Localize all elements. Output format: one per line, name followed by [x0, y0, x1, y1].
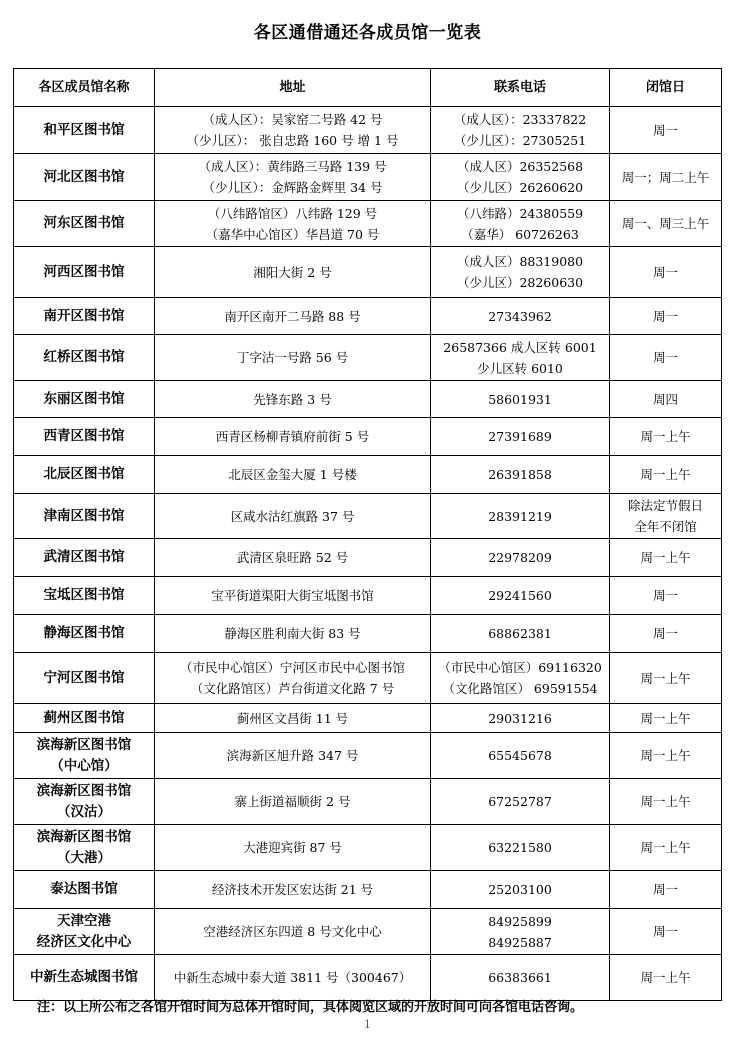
table-row: [14, 871, 722, 909]
footnote: 注：以上所公布之各馆开馆时间为总体开馆时间，具体阅览区域的开放时间可向各馆电话咨询。: [37, 1000, 584, 1015]
cell-address: [155, 494, 431, 539]
cell-closed-day: [610, 539, 722, 577]
cell-closed-day: [610, 955, 722, 1001]
cell-closed-day: [610, 298, 722, 335]
cell-line: 周一上午: [640, 670, 691, 686]
cell-phone: [431, 298, 610, 335]
table-body: [14, 107, 722, 1001]
cell-line: （少儿区）28260630: [456, 275, 584, 290]
cell-address: [155, 154, 431, 201]
cell-name: [14, 704, 155, 733]
cell-line: 周一；周二上午: [621, 169, 710, 185]
cell-address: [155, 955, 431, 1001]
cell-line: 22978209: [488, 550, 552, 565]
cell-name: [14, 494, 155, 539]
cell-line: 27343962: [488, 308, 552, 324]
table-row: [14, 704, 722, 733]
header-phone: 联系电话: [431, 69, 610, 107]
cell-line: 中新生态城图书馆: [30, 969, 138, 985]
table-row: [14, 335, 722, 381]
cell-line: 周一: [652, 626, 678, 641]
table-row: [14, 909, 722, 955]
cell-line: 区咸水沽红旗路 37 号: [230, 508, 355, 524]
cell-closed-day: [610, 107, 722, 154]
cell-closed-day: [610, 779, 722, 825]
cell-line: 除法定节假日: [627, 498, 703, 513]
cell-line: 周一: [652, 122, 678, 138]
cell-name: [14, 201, 155, 247]
cell-address: [155, 871, 431, 909]
cell-name: [14, 335, 155, 381]
cell-line: 周一上午: [640, 970, 691, 985]
cell-closed-day: [610, 381, 722, 418]
cell-line: 65545678: [488, 748, 552, 763]
table-row: [14, 298, 722, 335]
cell-line: 武清区泉旺路 52 号: [236, 550, 349, 565]
cell-closed-day: [610, 494, 722, 539]
cell-line: 63221580: [488, 840, 552, 855]
cell-line: 周一上午: [640, 710, 691, 726]
table-row: [14, 456, 722, 494]
cell-phone: [431, 539, 610, 577]
cell-line: 湘阳大街 2 号: [253, 264, 332, 280]
cell-line: 先锋东路 3 号: [253, 391, 332, 407]
cell-line: 武清区图书馆: [43, 549, 125, 565]
cell-name: [14, 955, 155, 1001]
cell-line: 蓟州区文昌街 11 号: [236, 710, 349, 726]
cell-name: [14, 539, 155, 577]
header-address: 地址: [155, 69, 431, 107]
cell-name: [14, 871, 155, 909]
table-row: [14, 154, 722, 201]
cell-name: [14, 381, 155, 418]
cell-line: 68862381: [488, 626, 552, 641]
cell-line: 周一上午: [640, 550, 691, 565]
cell-phone: [431, 381, 610, 418]
cell-line: 周一: [652, 882, 678, 897]
cell-line: （少儿区）：27305251: [453, 133, 587, 148]
cell-line: 全年不闭馆: [634, 519, 697, 534]
cell-line: 84925899: [488, 913, 552, 929]
cell-phone: [431, 733, 610, 779]
header-closed-day: 闭馆日: [610, 69, 722, 107]
cell-line: 河西区图书馆: [43, 263, 125, 280]
cell-name: [14, 154, 155, 201]
table-row: [14, 494, 722, 539]
cell-line: 泰达图书馆: [50, 881, 118, 897]
cell-line: 红桥区图书馆: [43, 349, 125, 365]
cell-line: 静海区胜利南大街 83 号: [224, 626, 361, 641]
cell-line: （汉沽）: [57, 803, 111, 820]
cell-line: （少儿区）26260620: [456, 180, 584, 195]
cell-line: 周一: [652, 308, 678, 324]
cell-line: （中心馆）: [50, 757, 118, 774]
cell-line: 周一上午: [640, 429, 691, 444]
cell-closed-day: [610, 653, 722, 704]
cell-line: （八纬路馆区）八纬路 129 号: [207, 205, 378, 221]
cell-address: [155, 335, 431, 381]
cell-line: 西青区杨柳青镇府前街 5 号: [215, 429, 370, 444]
cell-line: （嘉华中心馆区）华昌道 70 号: [205, 226, 380, 242]
cell-name: [14, 825, 155, 871]
table-header-row: [14, 69, 722, 107]
cell-line: 滨海新区图书馆: [36, 736, 132, 753]
cell-line: 宝平街道渠阳大街宝坻图书馆: [211, 588, 374, 603]
cell-address: [155, 107, 431, 154]
cell-line: 周一、周三上午: [621, 216, 710, 231]
table-row: [14, 539, 722, 577]
table-row: [14, 653, 722, 704]
cell-line: 宝坻区图书馆: [43, 587, 125, 603]
cell-line: 周一上午: [640, 467, 691, 482]
cell-phone: [431, 107, 610, 154]
cell-address: [155, 733, 431, 779]
cell-line: （少儿区）：金辉路金辉里 34 号: [202, 180, 383, 195]
cell-address: [155, 381, 431, 418]
table-row: [14, 107, 722, 154]
table-row: [14, 779, 722, 825]
cell-line: 津南区图书馆: [43, 507, 125, 524]
cell-name: [14, 909, 155, 955]
cell-name: [14, 779, 155, 825]
cell-address: [155, 201, 431, 247]
cell-phone: [431, 577, 610, 615]
table-row: [14, 955, 722, 1001]
cell-line: 27391689: [488, 429, 552, 444]
cell-closed-day: [610, 335, 722, 381]
cell-address: [155, 418, 431, 456]
cell-closed-day: [610, 825, 722, 871]
cell-phone: [431, 418, 610, 456]
cell-line: （八纬路）24380559: [456, 205, 584, 221]
cell-closed-day: [610, 733, 722, 779]
cell-line: （文化路馆区） 69591554: [442, 681, 598, 696]
cell-line: （大港）: [57, 849, 111, 866]
cell-line: 东丽区图书馆: [43, 390, 125, 407]
cell-phone: [431, 456, 610, 494]
cell-phone: [431, 955, 610, 1001]
cell-line: 丁字沽一号路 56 号: [236, 350, 349, 365]
cell-line: 周一: [652, 264, 678, 280]
cell-name: [14, 298, 155, 335]
cell-closed-day: [610, 615, 722, 653]
cell-line: 西青区图书馆: [43, 428, 125, 444]
cell-phone: [431, 615, 610, 653]
cell-address: [155, 779, 431, 825]
cell-line: （嘉华） 60726263: [461, 226, 579, 242]
cell-address: [155, 247, 431, 298]
cell-address: [155, 539, 431, 577]
cell-line: 58601931: [488, 391, 552, 407]
cell-closed-day: [610, 871, 722, 909]
cell-line: 天津空港: [57, 912, 111, 929]
cell-line: 河北区图书馆: [43, 168, 125, 185]
cell-closed-day: [610, 154, 722, 201]
cell-line: （成人区）26352568: [456, 159, 584, 174]
cell-name: [14, 653, 155, 704]
cell-line: 大港迎宾街 87 号: [243, 840, 342, 855]
cell-line: 北辰区金玺大厦 1 号楼: [228, 467, 357, 482]
cell-address: [155, 653, 431, 704]
table-row: [14, 381, 722, 418]
cell-line: 滨海新区图书馆: [36, 828, 132, 845]
cell-line: 67252787: [488, 794, 552, 809]
cell-phone: [431, 335, 610, 381]
cell-line: 29031216: [488, 710, 552, 726]
cell-line: 周一: [652, 350, 678, 365]
cell-line: （成人区）：黄纬路三马路 139 号: [198, 159, 387, 174]
cell-name: [14, 107, 155, 154]
cell-address: [155, 298, 431, 335]
cell-line: 周一上午: [640, 840, 691, 855]
cell-address: [155, 909, 431, 955]
cell-line: 26391858: [488, 467, 552, 482]
cell-phone: [431, 704, 610, 733]
cell-line: （文化路馆区）芦台街道文化路 7 号: [190, 681, 395, 696]
cell-line: 经济技术开发区宏达街 21 号: [211, 882, 374, 897]
cell-line: 河东区图书馆: [43, 215, 125, 231]
cell-line: 84925887: [488, 934, 552, 950]
table-row: [14, 825, 722, 871]
cell-closed-day: [610, 201, 722, 247]
cell-phone: [431, 201, 610, 247]
cell-line: （市民中心馆区）69116320: [438, 660, 602, 675]
cell-name: [14, 733, 155, 779]
library-table: [13, 68, 722, 1001]
cell-line: 空港经济区东四道 8 号文化中心: [203, 924, 382, 939]
cell-line: 滨海新区图书馆: [36, 782, 132, 799]
cell-address: [155, 704, 431, 733]
table-row: [14, 733, 722, 779]
cell-line: 66383661: [488, 970, 552, 985]
cell-name: [14, 247, 155, 298]
cell-closed-day: [610, 247, 722, 298]
cell-line: 25203100: [488, 882, 552, 897]
cell-line: 少儿区转 6010: [477, 360, 563, 376]
cell-closed-day: [610, 577, 722, 615]
cell-phone: [431, 871, 610, 909]
cell-line: 经济区文化中心: [36, 933, 132, 950]
cell-line: 滨海新区旭升路 347 号: [226, 748, 359, 763]
cell-line: 蓟州区图书馆: [43, 709, 125, 726]
page-number: 1: [364, 1018, 371, 1031]
cell-name: [14, 418, 155, 456]
cell-closed-day: [610, 909, 722, 955]
cell-line: （成人区）：吴家窑二号路 42 号: [202, 112, 383, 127]
cell-phone: [431, 779, 610, 825]
cell-line: 周一上午: [640, 748, 691, 763]
cell-line: 周一: [652, 588, 678, 603]
cell-line: 28391219: [488, 508, 552, 524]
cell-phone: [431, 653, 610, 704]
cell-phone: [431, 909, 610, 955]
cell-line: 北辰区图书馆: [43, 466, 125, 482]
cell-name: [14, 577, 155, 615]
cell-line: 中新生态城中泰大道 3811 号（300467）: [173, 970, 412, 985]
cell-line: 周一上午: [640, 794, 691, 809]
cell-line: 和平区图书馆: [43, 121, 125, 138]
cell-line: （少儿区）： 张自忠路 160 号 增 1 号: [186, 133, 399, 148]
cell-address: [155, 825, 431, 871]
cell-phone: [431, 494, 610, 539]
cell-closed-day: [610, 418, 722, 456]
cell-address: [155, 615, 431, 653]
cell-address: [155, 577, 431, 615]
table-row: [14, 418, 722, 456]
cell-closed-day: [610, 456, 722, 494]
cell-line: 宁河区图书馆: [43, 669, 125, 686]
cell-line: 静海区图书馆: [43, 625, 125, 641]
table-row: [14, 201, 722, 247]
cell-address: [155, 456, 431, 494]
cell-line: （成人区）88319080: [456, 254, 584, 269]
cell-phone: [431, 825, 610, 871]
cell-line: 周一: [652, 924, 678, 939]
cell-line: 周四: [652, 391, 678, 407]
cell-line: 29241560: [488, 588, 552, 603]
table-row: [14, 615, 722, 653]
cell-line: （市民中心馆区）宁河区市民中心图书馆: [179, 660, 405, 675]
cell-phone: [431, 154, 610, 201]
cell-line: 26587366 成人区转 6001: [443, 339, 597, 355]
table-row: [14, 577, 722, 615]
cell-closed-day: [610, 704, 722, 733]
header-name: 各区成员馆名称: [14, 69, 155, 107]
page-title: 各区通借通还各成员馆一览表: [253, 23, 482, 43]
cell-line: 南开区南开二马路 88 号: [224, 308, 361, 324]
cell-line: 寨上街道福顺街 2 号: [234, 794, 351, 809]
cell-line: 南开区图书馆: [43, 307, 125, 324]
cell-phone: [431, 247, 610, 298]
table-row: [14, 247, 722, 298]
cell-name: [14, 456, 155, 494]
cell-name: [14, 615, 155, 653]
cell-line: （成人区）：23337822: [453, 112, 587, 127]
